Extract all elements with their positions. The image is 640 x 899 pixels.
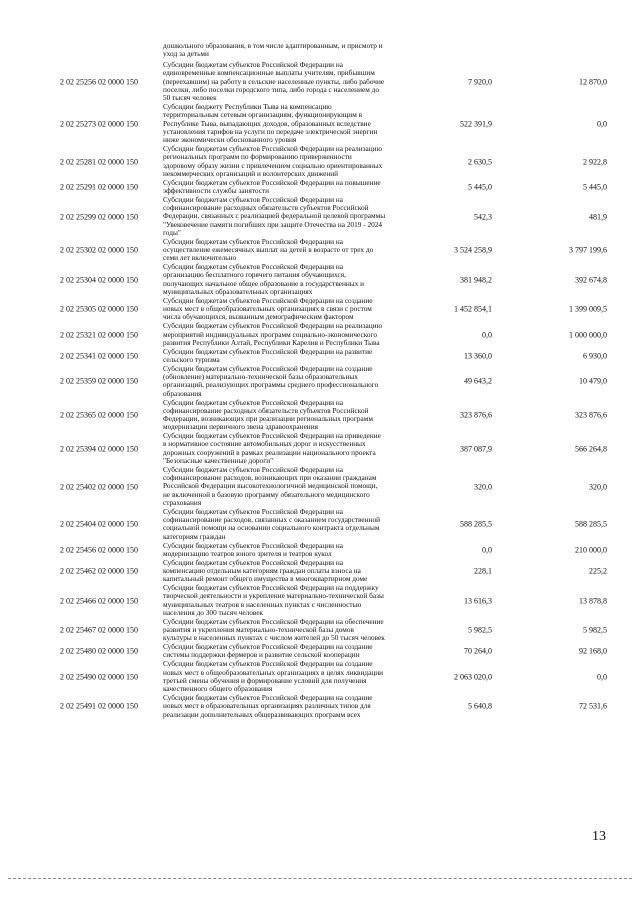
amount-year-1: 0,0 bbox=[482, 545, 492, 555]
table-row bbox=[0, 643, 640, 660]
table-row bbox=[0, 399, 640, 432]
budget-code: 2 02 25321 02 0000 150 bbox=[60, 330, 138, 340]
amount-year-1: 2 630,5 bbox=[468, 157, 492, 167]
table-row bbox=[0, 348, 640, 365]
amount-year-2: 5 982,5 bbox=[583, 625, 607, 635]
row-description: Субсидии бюджетам субъектов Российской Федерации на софинансирование расходных обязательств субъектов Российской Федерации, возникающих при реализации региональных программ модернизации первичного звена здравоохранения bbox=[163, 397, 373, 432]
amount-year-1: 522 391,9 bbox=[460, 119, 492, 129]
budget-code: 2 02 25490 02 0000 150 bbox=[60, 672, 138, 682]
amount-year-2: 225,2 bbox=[589, 566, 607, 576]
table-row bbox=[0, 542, 640, 559]
table-row bbox=[0, 61, 640, 103]
table-row bbox=[0, 432, 640, 465]
budget-code: 2 02 25456 02 0000 150 bbox=[60, 545, 138, 555]
budget-code: 2 02 25467 02 0000 150 bbox=[60, 625, 138, 635]
amount-year-1: 13 360,0 bbox=[464, 351, 492, 361]
amount-year-2: 1 399 009,5 bbox=[569, 304, 607, 314]
budget-code: 2 02 25273 02 0000 150 bbox=[60, 119, 138, 129]
row-description: Субсидии бюджетам субъектов Российской Федерации на создание системы поддержки фермеров и развитие сельской кооперации bbox=[163, 642, 373, 660]
amount-year-2: 0,0 bbox=[597, 672, 607, 682]
amount-year-2: 12 870,0 bbox=[579, 77, 607, 87]
amount-year-1: 588 285,5 bbox=[460, 519, 492, 529]
row-description: Субсидии бюджетам субъектов Российской Федерации на реализацию мероприятий индивидуальных программ социально-экономического развития Республики Алтай, Республики Карелия и Республики Тыва bbox=[163, 321, 383, 347]
amount-year-2: 323 876,6 bbox=[575, 410, 607, 420]
budget-code: 2 02 25256 02 0000 150 bbox=[60, 77, 138, 87]
budget-code: 2 02 25402 02 0000 150 bbox=[60, 482, 138, 492]
table-row bbox=[0, 145, 640, 178]
row-description: Субсидии бюджетам субъектов Российской Федерации на единовременные компенсационные выплаты учителям, прибывшим (переехавшим) на работу в сельские населенные пункты, либо рабочие поселки, либо поселки городского типа, либо города с населением до 50 тысяч человек bbox=[163, 60, 385, 103]
amount-year-2: 5 445,0 bbox=[583, 182, 607, 192]
amount-year-1: 5 640,8 bbox=[468, 701, 492, 711]
amount-year-1: 542,3 bbox=[474, 212, 492, 222]
row-description: Субсидии бюджетам субъектов Российской Федерации на приведение в нормативное состояние автомобильных дорог и искусственных дорожных сооружений в рамках реализации национального проекта "Безопасные качественные дороги" bbox=[163, 431, 381, 466]
row-description: Субсидии бюджетам субъектов Российской Федерации на повышение эффективности службы занятости bbox=[163, 177, 381, 195]
amount-year-1: 0,0 bbox=[482, 330, 492, 340]
row-description: Субсидии бюджетам субъектов Российской Федерации на поддержку творческой деятельности и укрепление материально-технической базы муниципальных театров в населенных пунктах с численностью населения до 300 тысяч человек bbox=[163, 583, 384, 617]
amount-year-2: 588 285,5 bbox=[575, 519, 607, 529]
table-row bbox=[0, 466, 640, 508]
continued-description: дошкольного образования, в том числе адаптированным, и присмотр и уход за детьми bbox=[163, 41, 383, 59]
amount-year-2: 0,0 bbox=[597, 119, 607, 129]
amount-year-1: 320,0 bbox=[474, 482, 492, 492]
budget-code: 2 02 25359 02 0000 150 bbox=[60, 376, 138, 386]
amount-year-2: 92 168,0 bbox=[579, 646, 607, 656]
amount-year-1: 1 452 854,1 bbox=[454, 304, 492, 314]
amount-year-2: 320,0 bbox=[589, 482, 607, 492]
budget-code: 2 02 25404 02 0000 150 bbox=[60, 519, 138, 529]
budget-code: 2 02 25480 02 0000 150 bbox=[60, 646, 138, 656]
amount-year-2: 2 922,8 bbox=[583, 157, 607, 167]
row-description: Субсидии бюджетам субъектов Российской Федерации на создание новых мест в общеобразовательных организациях в целях ликвидации третьей смены обучения и формирование условий для получения качественного общего образования bbox=[163, 659, 384, 694]
amount-year-1: 228,1 bbox=[474, 566, 492, 576]
row-description: Субсидии бюджетам субъектов Российской Федерации на реализацию региональных программ по формированию приверженности здоровому образу жизни с привлечением социально ориентированных некоммерческих организаций и волонтерских движений bbox=[163, 144, 383, 178]
amount-year-1: 323 876,6 bbox=[460, 410, 492, 420]
table-row bbox=[0, 584, 640, 617]
row-description: Субсидии бюджетам субъектов Российской Федерации на обеспечение развития и укрепления материально-технической базы домов культуры в населенных пунктах с числом жителей до 50 тысяч человек bbox=[163, 616, 385, 643]
amount-year-1: 5 982,5 bbox=[468, 625, 492, 635]
amount-year-2: 72 531,6 bbox=[579, 701, 607, 711]
budget-code: 2 02 25394 02 0000 150 bbox=[60, 444, 138, 454]
row-description: Субсидии бюджетам субъектов Российской Федерации на развитие сельского туризма bbox=[163, 346, 373, 364]
table-row bbox=[0, 508, 640, 541]
table-row bbox=[0, 103, 640, 145]
amount-year-1: 7 920,0 bbox=[468, 77, 492, 87]
table-row bbox=[0, 297, 640, 322]
budget-code: 2 02 25304 02 0000 150 bbox=[60, 275, 138, 285]
budget-code: 2 02 25462 02 0000 150 bbox=[60, 566, 138, 576]
amount-year-1: 387 087,9 bbox=[460, 444, 492, 454]
amount-year-1: 5 445,0 bbox=[468, 182, 492, 192]
budget-code: 2 02 25291 02 0000 150 bbox=[60, 182, 138, 192]
table-row bbox=[0, 322, 640, 347]
table-row bbox=[0, 263, 640, 296]
table-row bbox=[0, 559, 640, 584]
row-description: Субсидии бюджетам субъектов Российской Федерации на софинансирование расходных обязательств субъектов Российской Федерации, связанных с реализацией федеральной целевой программы "Увековечение памяти погибших при защите Отечества на 2019 - 2024 годы" bbox=[163, 194, 386, 237]
row-description: Субсидии бюджетам субъектов Российской Федерации на софинансирование расходов, возникающих при оказании гражданам Российской Федерации высокотехнологичной медицинской помощи, не включенной в базовую программу обязательного медицинского страхования bbox=[163, 464, 378, 508]
budget-code: 2 02 25299 02 0000 150 bbox=[60, 212, 138, 222]
amount-year-1: 3 524 258,9 bbox=[454, 245, 492, 255]
amount-year-2: 6 930,0 bbox=[583, 351, 607, 361]
budget-code: 2 02 25365 02 0000 150 bbox=[60, 410, 138, 420]
table-row bbox=[0, 618, 640, 643]
footer-divider bbox=[8, 878, 632, 879]
amount-year-2: 392 674,8 bbox=[575, 275, 607, 285]
row-description: Субсидии бюджетам субъектов Российской Федерации на модернизацию театров юного зрителя и театров кукол bbox=[163, 540, 343, 558]
amount-year-1: 70 264,0 bbox=[464, 646, 492, 656]
budget-code: 2 02 25305 02 0000 150 bbox=[60, 304, 138, 314]
budget-code: 2 02 25302 02 0000 150 bbox=[60, 245, 138, 255]
amount-year-2: 13 878,8 bbox=[579, 596, 607, 606]
budget-code: 2 02 25466 02 0000 150 bbox=[60, 596, 138, 606]
budget-code: 2 02 25341 02 0000 150 bbox=[60, 351, 138, 361]
amount-year-2: 10 479,0 bbox=[579, 376, 607, 386]
amount-year-2: 566 264,8 bbox=[575, 444, 607, 454]
page-number: 13 bbox=[592, 829, 606, 844]
amount-year-1: 2 063 020,0 bbox=[454, 672, 492, 682]
amount-year-1: 49 643,2 bbox=[464, 376, 492, 386]
table-row bbox=[0, 238, 640, 263]
amount-year-2: 210 000,0 bbox=[575, 545, 607, 555]
row-description: Субсидии бюджетам субъектов Российской Федерации на софинансирование расходов, связанных с оказанием государственной социальной помощи на основании социального контракта отдельным категориям граждан bbox=[163, 506, 381, 541]
table-row bbox=[0, 660, 640, 693]
row-description: Субсидии бюджетам субъектов Российской Федерации на создание новых мест в общеобразовательных организациях в связи с ростом числа обучающихся, вызванным демографическим фактором bbox=[163, 295, 373, 322]
row-description: Субсидии бюджету Республики Тыва на компенсацию территориальным сетевым организациям, функционирующим в Республике Тыва, выпадающих доходов, образованных вследствие установления тарифов на услуги по передаче электрической энергии ниже экономически обоснованного уровня bbox=[163, 102, 378, 145]
budget-code: 2 02 25491 02 0000 150 bbox=[60, 701, 138, 711]
row-description: Субсидии бюджетам субъектов Российской Федерации на компенсацию отдельным категориям граждан оплаты взноса на капитальный ремонт общего имущества в многоквартирном доме bbox=[163, 557, 368, 584]
table-row bbox=[0, 179, 640, 196]
amount-year-2: 3 797 199,6 bbox=[569, 245, 607, 255]
amount-year-1: 13 616,3 bbox=[464, 596, 492, 606]
amount-year-1: 381 948,2 bbox=[460, 275, 492, 285]
amount-year-2: 1 000 000,0 bbox=[569, 330, 607, 340]
table-row bbox=[0, 365, 640, 398]
row-description: Субсидии бюджетам субъектов Российской Федерации на организацию бесплатного горячего питания обучающихся, получающих начальное общее образование в государственных и муниципальных образовательных организациях bbox=[163, 262, 365, 297]
row-description: Субсидии бюджетам субъектов Российской Федерации на создание новых мест в образовательных организациях различных типов для реализации дополнительных общеразвивающих программ всех bbox=[163, 693, 373, 719]
budget-code: 2 02 25281 02 0000 150 bbox=[60, 157, 138, 167]
table-row bbox=[0, 694, 640, 719]
amount-year-2: 481,9 bbox=[589, 212, 607, 222]
table-row bbox=[0, 196, 640, 238]
row-description: Субсидии бюджетам субъектов Российской Федерации на осуществление ежемесячных выплат на детей в возрасте от трех до семи лет включительно bbox=[163, 236, 374, 263]
row-description: Субсидии бюджетам субъектов Российской Федерации на создание (обновление) материально-технической базы образовательных организаций, реализующих программы среднего профессионального образования bbox=[163, 363, 379, 398]
